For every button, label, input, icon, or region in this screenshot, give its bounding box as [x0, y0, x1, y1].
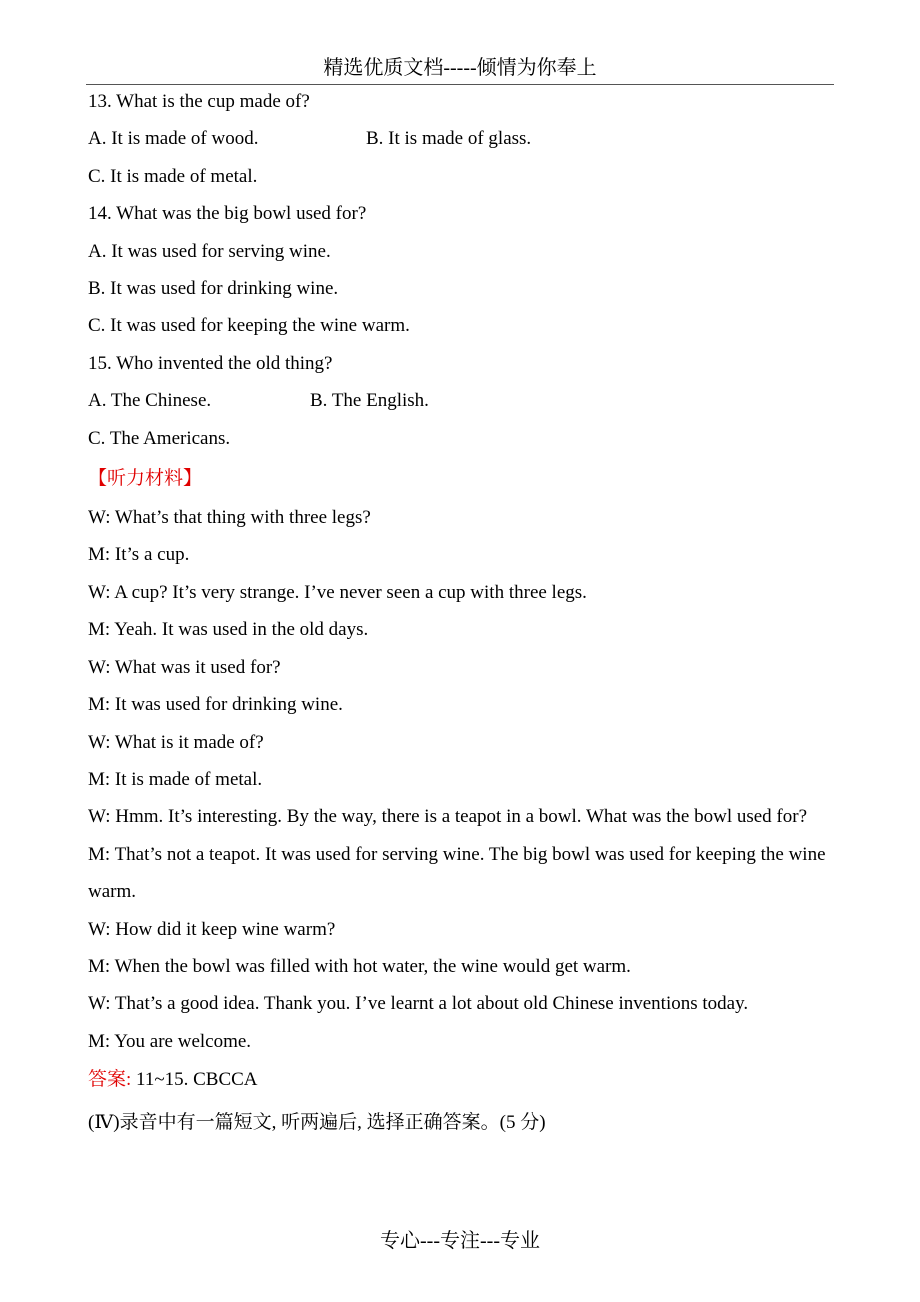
answer-line [88, 1060, 834, 1100]
dialogue-line-12: M: When the bowl was filled with hot water, the wine would get warm. [88, 955, 631, 977]
dialogue-line-5: W: What was it used for? [88, 656, 281, 678]
question-15-option-b: B. The English. [310, 390, 429, 412]
dialogue-line-4: M: Yeah. It was used in the old days. [88, 619, 369, 641]
question-15-option-a: A. The Chinese. [88, 390, 212, 412]
question-14-option-c: C. It was used for keeping the wine warm. [88, 315, 410, 337]
question-15-option-c: C. The Americans. [88, 427, 231, 449]
question-13-option-b: B. It is made of glass. [366, 128, 532, 150]
dialogue-line-9: W: Hmm. It’s interesting. By the way, there is a teapot in a bowl. What was the bowl used for? [88, 806, 808, 828]
dialogue-line-14: M: You are welcome. [88, 1030, 252, 1052]
dialogue-line-6: M: It was used for drinking wine. [88, 694, 343, 716]
question-13-options-ab [88, 120, 834, 157]
dialogue-line-2: M: It’s a cup. [88, 544, 190, 566]
section-4-instruction: (Ⅳ)录音中有一篇短文, 听两遍后, 选择正确答案。(5 分) [88, 1112, 546, 1134]
answer-label: 答案: [88, 1069, 132, 1091]
page-footer: 专心---专注---专业 [380, 1230, 540, 1252]
listening-material-title: 【听力材料】 [88, 468, 203, 490]
dialogue-line-3: W: A cup? It’s very strange. I’ve never seen a cup with three legs. [88, 581, 587, 603]
question-13-option-c: C. It is made of metal. [88, 165, 258, 187]
document-body [88, 83, 834, 1142]
question-13-option-a: A. It is made of wood. [88, 128, 259, 150]
dialogue-line-13: W: That’s a good idea. Thank you. I’ve learnt a lot about old Chinese inventions today. [88, 993, 749, 1015]
dialogue-line-7: W: What is it made of? [88, 731, 264, 753]
question-14-option-a: A. It was used for serving wine. [88, 240, 331, 262]
dialogue-line-8: M: It is made of metal. [88, 768, 263, 790]
question-14-option-b: B. It was used for drinking wine. [88, 278, 339, 300]
question-14-stem: 14. What was the big bowl used for? [88, 203, 367, 225]
question-15-options-ab [88, 382, 834, 419]
dialogue-line-11: W: How did it keep wine warm? [88, 918, 336, 940]
dialogue-line-10: M: That’s not a teapot. It was used for serving wine. The big bowl was used for keeping the wine warm. [88, 843, 826, 903]
question-15-stem: 15. Who invented the old thing? [88, 352, 333, 374]
answer-value: 11~15. CBCCA [131, 1069, 258, 1091]
dialogue-line-1: W: What’s that thing with three legs? [88, 507, 371, 529]
question-13-stem: 13. What is the cup made of? [88, 91, 310, 112]
page-header: 精选优质文档-----倾情为你奉上 [323, 57, 597, 79]
